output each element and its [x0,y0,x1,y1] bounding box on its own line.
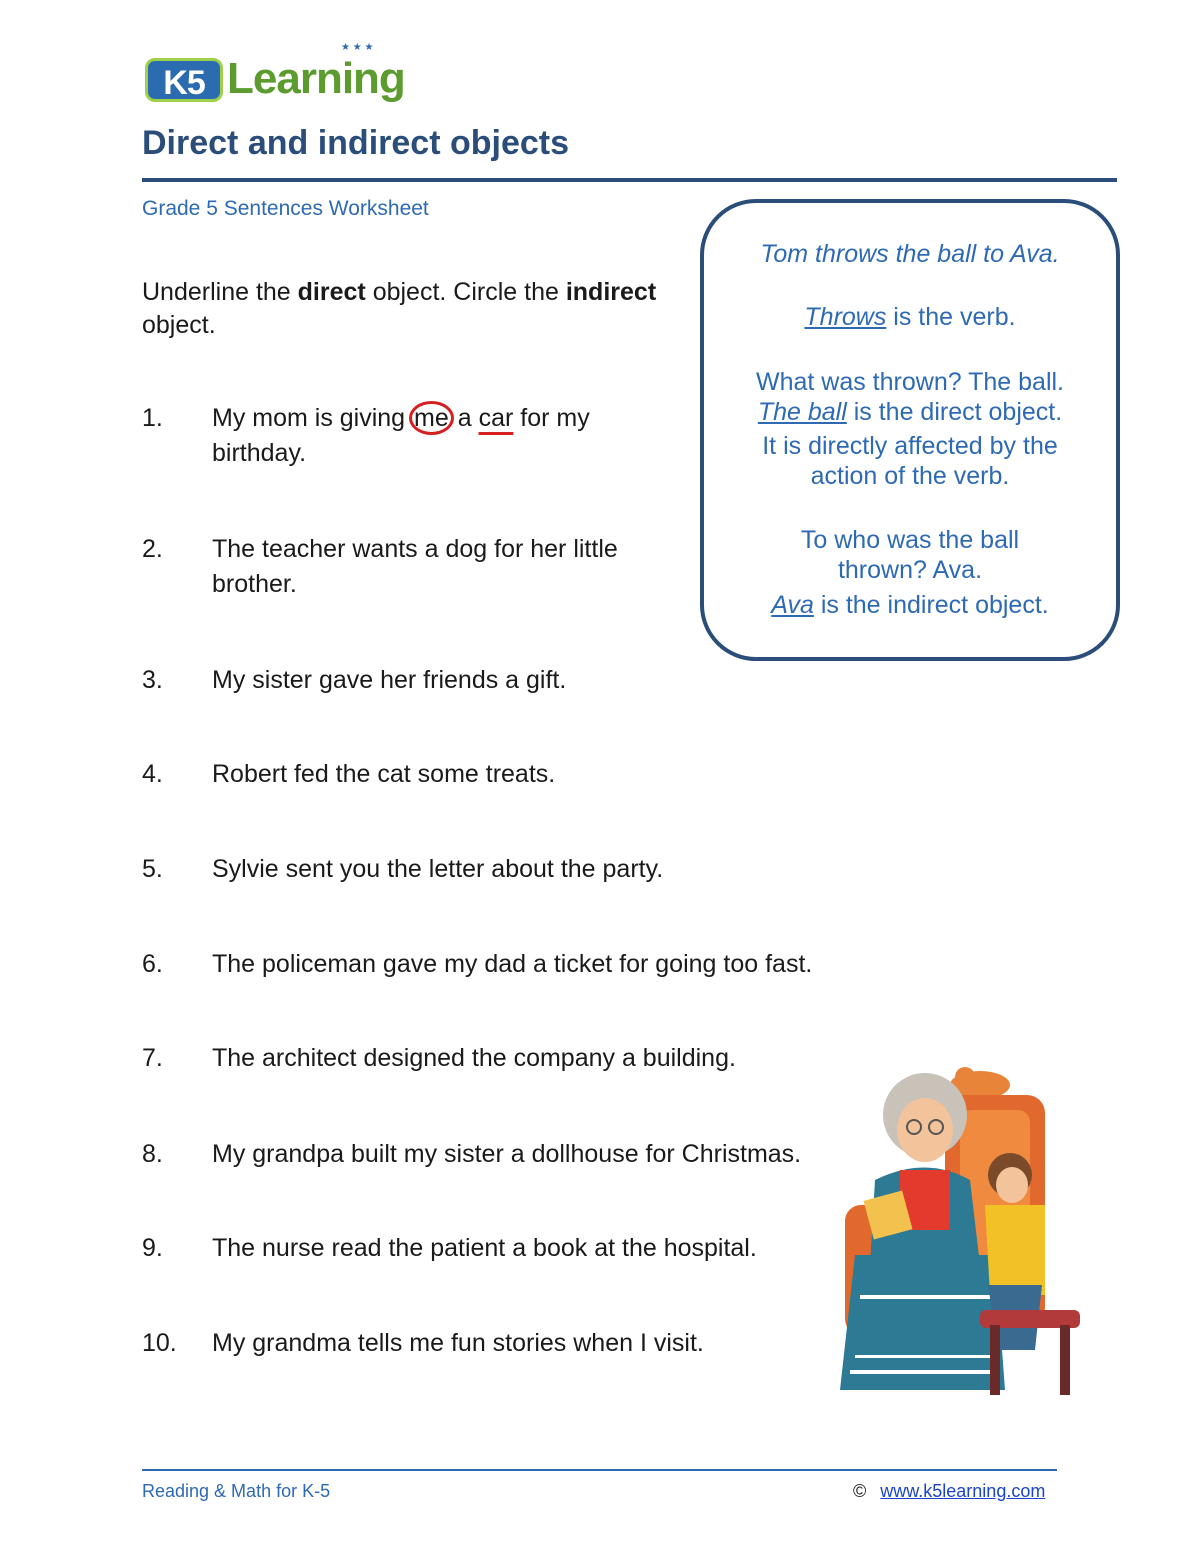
footer-link[interactable]: www.k5learning.com [880,1481,1046,1501]
question-number: 4. [142,760,163,788]
question-text[interactable]: Robert fed the cat some treats. [212,760,556,788]
example-indirect-line: Ava is the indirect object. [771,591,1049,619]
question-text[interactable]: My grandpa built my sister a dollhouse for Christmas. [212,1140,802,1168]
question-text[interactable]: The teacher wants a dog for her little brother. [212,535,618,598]
page-title: Direct and indirect objects [142,124,569,162]
logo-box: K5 [145,58,223,102]
question-number: 5. [142,855,163,883]
logo-stars-icon: ★ ★ ★ [341,42,374,53]
question-number: 1. [142,404,163,432]
question-text[interactable]: The architect designed the company a building. [212,1044,736,1072]
grandma-reading-illustration [830,1055,1090,1405]
example-direct-line: The ball is the direct object. [757,398,1063,426]
question-text[interactable]: The nurse read the patient a book at the hospital. [212,1234,757,1262]
k5-learning-logo [145,42,405,108]
question-number: 3. [142,666,163,694]
question-text[interactable]: My sister gave her friends a gift. [212,666,567,694]
question-text[interactable]: The policeman gave my dad a ticket for going too fast. [212,950,813,978]
question-text: My mom is giving me a car for my birthday. [212,401,652,471]
example-explain-2: action of the verb. [810,462,1010,490]
title-divider [142,178,1117,182]
question-text[interactable]: Sylvie sent you the letter about the party. [212,855,664,883]
question-text[interactable]: My grandma tells me fun stories when I visit. [212,1329,704,1357]
question-number: 8. [142,1140,163,1168]
page-subtitle: Grade 5 Sentences Worksheet [142,197,429,220]
question-number: 10. [142,1329,177,1357]
question-number: 7. [142,1044,163,1072]
example-sentence: Tom throws the ball to Ava. [760,240,1060,268]
question-number: 2. [142,535,163,563]
example-verb-line: Throws is the verb. [804,303,1016,331]
footer-divider [142,1469,1057,1471]
example-question-2a: To who was the ball [800,526,1020,554]
question-number: 9. [142,1234,163,1262]
instructions: Underline the direct object. Circle the indirect object. [142,278,657,339]
example-question-2b: thrown? Ava. [837,556,983,584]
footer-tagline: Reading & Math for K-5 [142,1481,331,1501]
direct-object-underline[interactable]: car [478,404,514,432]
indirect-object-circle[interactable]: me [409,401,454,435]
example-explain-1: It is directly affected by the [762,432,1058,460]
question-number: 6. [142,950,163,978]
copyright-symbol: © [853,1481,867,1501]
logo-text: Learning [227,54,405,103]
example-box [700,199,1120,661]
footer-right [853,1481,1045,1502]
example-question-1: What was thrown? The ball. [755,368,1065,396]
